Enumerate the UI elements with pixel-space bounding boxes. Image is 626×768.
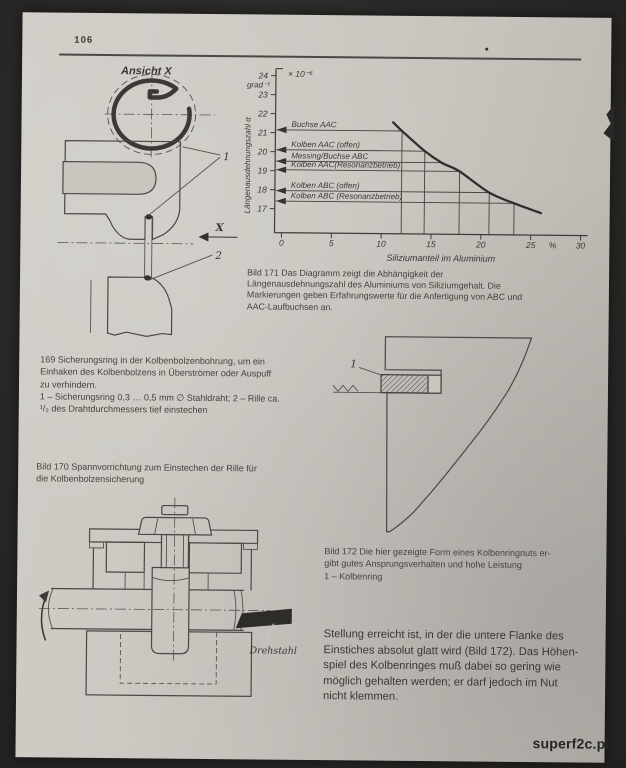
- marker-line: [276, 170, 459, 172]
- expansion-curve: [392, 122, 541, 213]
- item-169-text: 169 Sicherungsring in der Kolbenbolzenbohrung, um ein Einhaken des Kolbenbolzens in Überströmer oder Auspuff zu verhindern. 1 – Sicherungsring 0,3 … 0,5 mm ∅ Stahldraht; 2 – Rille ca. ¹/₃ des Drahtdurchmessers tief einstechen: [39, 354, 280, 416]
- piston-section: [56, 141, 194, 337]
- watermark: superf2c.pl: [532, 735, 610, 752]
- dust-speck: [485, 48, 488, 51]
- figure-170-caption: Bild 170 Spannvorrichtung zum Einstechen der Rille für die Kolbenbolzensicherung: [36, 461, 257, 485]
- piston-ring: [381, 375, 428, 393]
- x-tick-label: 15: [426, 239, 436, 250]
- header-rule: [59, 54, 581, 61]
- marker-drop-line: [424, 151, 425, 234]
- y-tick-label: 21: [257, 127, 268, 138]
- x-unit-label: %: [548, 240, 557, 251]
- drehstahl-label: Drehstahl: [249, 645, 297, 657]
- x-axis-title: Siliziumanteil im Aluminium: [386, 252, 496, 264]
- figure-172-caption: Bild 172 Die hier gezeigte Form eines Kolbenringnuts er- gibt gutes Ansprungsverhalten und hohe Leistung 1 – Kolbenring: [324, 546, 551, 582]
- y-axis-title: Längenausdehnungszahl α: [242, 117, 253, 214]
- ring-groove-drawing: [317, 331, 579, 563]
- ring-callout-1: 1: [350, 358, 357, 371]
- clamp-fixture: [38, 496, 298, 696]
- y-tick-label: 20: [257, 146, 268, 157]
- expansion-chart: [242, 60, 610, 282]
- x-tick-label: 5: [328, 238, 334, 249]
- x-tick-label: 20: [475, 239, 486, 250]
- circlip-assembly-drawing: [54, 68, 257, 360]
- view-direction-label: X: [215, 222, 224, 235]
- y-tick-label: 17: [257, 203, 267, 214]
- marker-label: Kolben AAC (offen): [291, 139, 361, 150]
- y-tick-label: 23: [258, 89, 268, 100]
- circlip-wire-top: [145, 214, 152, 219]
- y-tick-label: 18: [257, 184, 267, 195]
- x-tick-label: 25: [525, 240, 536, 251]
- clamp-fixture-drawing: [36, 490, 338, 738]
- callout-1: 1: [223, 151, 230, 164]
- marker-line: [276, 201, 514, 203]
- view-label: Ansicht X: [120, 65, 172, 78]
- x-tick-label: 10: [376, 238, 386, 249]
- circlip-groove-slot: [145, 217, 153, 278]
- groove-void: [428, 375, 441, 393]
- y-scale-label: × 10⁻⁶: [287, 68, 313, 79]
- view-direction-arrow: [198, 232, 208, 241]
- y-tick-label: 19: [257, 165, 268, 176]
- marker-label: Messing/Buchse ABC: [291, 151, 369, 162]
- marker-label: Kolben ABC (offen): [290, 180, 360, 191]
- y-unit-label: grad⁻¹: [246, 80, 270, 90]
- hex-nut: [139, 517, 212, 535]
- ring-break-line: [333, 385, 358, 391]
- section-callouts: [148, 146, 238, 281]
- x-tick-label: 30: [575, 240, 586, 251]
- callout-2: 2: [215, 250, 223, 263]
- marker-drop-line: [401, 131, 402, 234]
- cutting-tool: [236, 608, 292, 629]
- circlip-view: [104, 70, 215, 161]
- marker-label: Buchse AAC: [291, 119, 337, 130]
- marker-label: Kolben ABC (Resonanzbetrieb): [290, 191, 403, 202]
- figure-171-caption: Bild 171 Das Diagramm zeigt die Abhängigkeit der Längenausdehnungszahl des Aluminiums von Siliziumgehalt. Die Markierungen geben Erfahrungswerte für die Anfertigung von ABC und AAC-Laufbuchsen an.: [246, 267, 523, 312]
- page-number: 106: [74, 34, 94, 46]
- marker-line: [276, 130, 402, 131]
- x-tick-label: 0: [278, 237, 284, 248]
- y-tick-label: 24: [258, 70, 269, 81]
- y-tick-label: 22: [258, 108, 268, 119]
- marker-label: Kolben AAC(Resonanzbetrieb): [291, 159, 401, 170]
- body-paragraph: Stellung erreicht ist, in der die untere Flanke des Einstiches absolut glatt wird (Bild 172). Das Höhen- spiel des Kolbenringes muß dabei so gering wie möglich gehalten werden; er darf jedoch im Nut nicht klemmen.: [322, 628, 579, 704]
- book-page: [15, 12, 611, 763]
- piston-body: [384, 337, 532, 533]
